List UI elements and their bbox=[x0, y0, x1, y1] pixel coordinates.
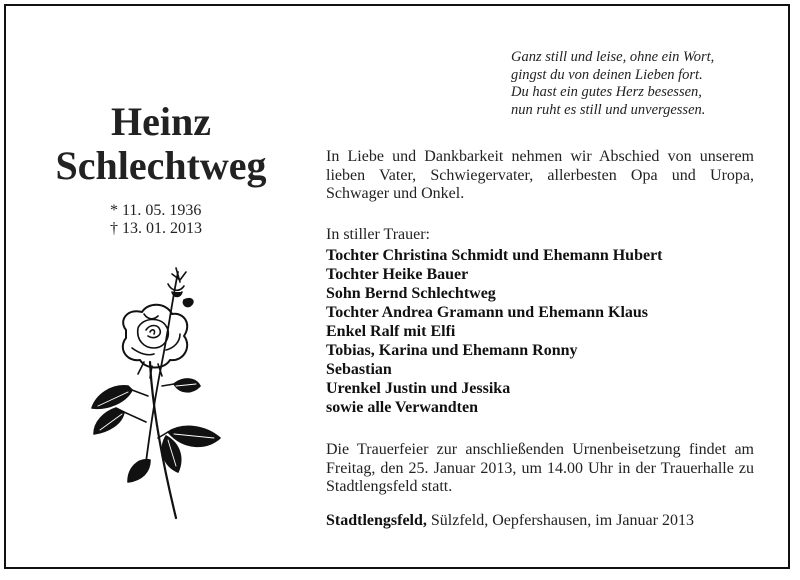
mourner: Tochter Christina Schmidt und Ehemann Hubert bbox=[326, 247, 663, 264]
life-dates bbox=[110, 202, 202, 238]
birth-date: * 11. 05. 1936 bbox=[110, 202, 202, 219]
first-name: Heinz bbox=[111, 99, 211, 144]
poem-line: Du hast ein gutes Herz besessen, bbox=[511, 84, 702, 100]
mourning-label: In stiller Trauer: bbox=[326, 226, 430, 243]
mourner: Urenkel Justin und Jessika bbox=[326, 380, 511, 397]
death-date: † 13. 01. 2013 bbox=[110, 220, 202, 237]
mourner: Tochter Heike Bauer bbox=[326, 266, 469, 283]
poem bbox=[511, 49, 781, 119]
mourner: Enkel Ralf mit Elfi bbox=[326, 323, 456, 340]
funeral-notice: Die Trauerfeier zur anschließenden Urnenbeisetzung findet am Freitag, den 25. Januar 2013, um 14.00 Uhr in der Trauerhalle zu Stadtlengsfeld statt. bbox=[326, 441, 754, 495]
mourners-list bbox=[326, 246, 663, 417]
place-and-date bbox=[326, 512, 754, 531]
poem-line: gingst du von deinen Lieben fort. bbox=[511, 66, 703, 83]
place-town: Stadtlengsfeld, bbox=[326, 512, 427, 529]
mourner: Tobias, Karina und Ehemann Ronny bbox=[326, 342, 578, 359]
mourner: Sohn Bernd Schlechtweg bbox=[326, 285, 496, 302]
poem-line: nun ruht es still und unvergessen. bbox=[511, 101, 706, 118]
place-rest: Sülzfeld, Oepfershausen, im Januar 2013 bbox=[426, 512, 694, 529]
rose-icon bbox=[88, 262, 228, 520]
last-name: Schlechtweg bbox=[55, 143, 267, 188]
deceased-name bbox=[30, 100, 292, 188]
mourner: sowie alle Verwandten bbox=[326, 399, 478, 416]
poem-line: Ganz still und leise, ohne ein Wort, bbox=[511, 49, 715, 65]
mourner: Sebastian bbox=[326, 361, 392, 378]
farewell-text: In Liebe und Dankbarkeit nehmen wir Abschied von unserem lieben Vater, Schwiegervater, allerbesten Opa und Uropa, Schwager und Onkel. bbox=[326, 148, 754, 202]
mourner: Tochter Andrea Gramann und Ehemann Klaus bbox=[326, 304, 649, 321]
